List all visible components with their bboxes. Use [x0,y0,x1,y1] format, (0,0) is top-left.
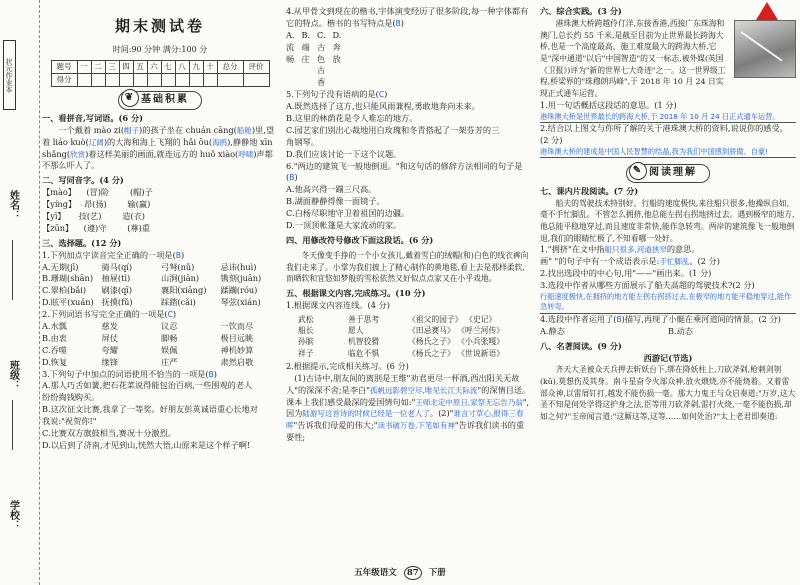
option: 忌讳(huì) [220,261,257,272]
match-mid: 机智狡猾 [348,337,380,347]
option: C.古色古香 [317,29,326,88]
option: A.水瓢 [42,320,67,331]
section-7-q3: 3.选段中作者从哪些方面展示了船夫高超的驾驶技术?(2 分) [540,280,755,291]
option-row [42,285,278,297]
section-8-title: 八、名著阅读。(9 分) [540,340,622,351]
column-right [540,0,796,585]
option: 山涧(jiàn) [161,273,200,284]
score-header-cell: 十 [203,61,217,74]
question-1-options [42,262,278,310]
answer: B [175,250,181,260]
match-source: 《世说新语》 [457,348,505,358]
score-header-cell: 总分 [217,61,243,74]
match-source: 《小兵张嘎》 [457,337,505,347]
homophone-list [42,187,278,235]
section-7-title: 七、课内片段阅读。(7 分) [540,185,639,196]
option-row [42,345,278,357]
section-4-title: 四、用修改符号修改下面这段话。(6 分) [286,234,434,245]
excerpt-title: 西游记(节选) [643,352,693,363]
banner-title: 阅读理解 [649,167,697,179]
option: 屏仗 [101,332,118,343]
match-mid: 善于思考 [348,314,380,324]
option: A.静态 [540,325,565,336]
section-6-title: 六、综合实践。(3 分) [540,6,622,16]
score-cell [161,74,175,87]
section-5-q1: 1.根据课文内容连线。(4 分) [286,299,390,310]
option: 娱佩 [161,344,178,355]
answer: C [378,90,385,100]
section-5-q2: 2.根据提示,完成相关练习。(6 分) [286,360,409,371]
bridge-photo [734,20,796,78]
answer: 欣赏 [70,149,86,159]
score-header-cell: 题号 [51,61,77,74]
option: A.既然选择了这方,也只能风雨兼程,勇敢地奔向未来。 [286,101,480,112]
answer: 呼啸 [238,149,254,159]
question-2-options [42,321,278,369]
option: B.动态 [668,325,693,336]
option: D.眩平(xuán) [42,297,94,308]
section-banner-basics [42,91,278,110]
match-mid: 临危不惧 [348,348,380,358]
question-2: 2.下列词语书写完全正确的一项是(C) [42,309,177,320]
match-left: 祥子 [298,348,314,358]
score-header-cell: 五 [133,61,147,74]
option: 缘锋 [101,356,118,367]
margin-brand-box: 状元作业本 [3,40,16,110]
option: 抽屉(tì) [101,273,131,284]
match-left: 武松 [298,314,314,324]
match-left: 船长 [298,325,314,335]
option: C.比赛双方旗鼓相当,赛况十分激烈。 [42,428,176,438]
score-header-cell: 一 [77,61,91,74]
section-7-q1: 1."拥挤"在文中指船只很多,河道狭窄的意思。 [540,244,700,255]
option-row [42,333,278,345]
option: C.园艺家们别出心裁地用白玫瑰和冬青搭起了一架芬芳的三 [286,124,500,135]
option: 蹂躏(róu) [220,285,258,296]
match-source: 《史记》 [465,314,497,324]
score-header-cell: 评价 [243,61,269,74]
option: C.吞噬 [42,344,67,355]
score-cell [217,74,243,87]
section-6-q2: 2.结合以上图文与你所了解的关于港珠澳大桥的资料,说说你的感受。(2 分) [540,123,788,145]
score-cell [147,74,161,87]
boat-passage: 船夫的驾驶技术特别好。行船的速度极快,来往船只很多,他操纵自如,毫不手忙脚乱。不管怎么拥挤,他总能左拐右拐地挤过去。遇到极窄的地方,他总能平稳地穿过,而且速度非常快,能作急转弯。两岸的建筑像飞一般地倒退,我们的眼睛忙极了,不知看哪一处好。 [540,198,795,243]
option: D.我们应该讨论一下这个议题。 [286,148,402,159]
question-1: 1.下列加点字读音完全正确的一项是(B) [42,249,185,260]
answer: 船只很多,河道狭窄 [604,245,667,255]
option: B.这次征文比赛,我拿了一等奖。好朋友彭英诚语重心长地对 [42,404,258,415]
option: B.由衷 [42,332,67,343]
homophone-row: 【zūn】 (遵)守 (尊)重 [42,222,150,233]
section-3-title: 三、选择题。(12 分) [42,237,122,248]
name-label: 姓名： [7,190,19,220]
option: 一饮而尽 [220,320,254,331]
option: C.白杨尽职地守卫着祖国的边疆。 [286,208,410,219]
option: 庄严 [161,356,178,367]
match-right [408,336,532,347]
match-source: 《呼兰河传》 [457,325,505,335]
answer: 谁言寸草心,报得三春晖 [286,409,524,431]
option: 琴弦(xián) [220,297,261,308]
section-6-q1: 1.用一句话概括这段话的意思。(1 分) [540,99,677,110]
option: A.流畅 [286,29,295,64]
section-7-q2: 2.找出选段中的中心句,用"——"画出来。(1 分) [540,268,712,279]
score-header-cell: 六 [147,61,161,74]
option: D.奔放 [332,29,342,64]
leaf-icon: ❦ [121,89,139,107]
handwritten-answer: 港珠澳大桥是世界最长的跨海大桥,于 2018 年 10 月 24 日正式通车运营。 [540,112,796,123]
match-right [408,314,532,325]
option: A.他高兴得一蹦三尺高。 [286,184,377,195]
option: C.翠柏(bǎi) [42,285,87,296]
section-7-options [540,326,796,338]
column-middle [286,0,532,585]
option: B.这里的林荫花是令人难忘的地方。 [286,113,418,124]
score-cell [189,74,203,87]
matching-exercise [298,314,532,359]
option: A.无期(jī) [42,261,79,272]
option: 夸耀 [101,344,118,355]
match-book: 《杨氏之子》 [408,348,455,358]
match-book: 《祖父的园子》 [408,314,463,324]
answer: B [395,18,401,28]
option: 镌刻(juān) [220,273,262,284]
score-cell [175,74,189,87]
section-7-q1c: 画" "的句子中有一个成语表示是:手忙脚乱。(2 分) [540,256,720,267]
question-6-options [286,184,532,232]
answer: 孤帆远影碧空尽,唯见长江天际流 [369,385,478,395]
option-row [42,262,278,274]
score-header-cell: 九 [189,61,203,74]
option: 骑马(qí) [101,261,133,272]
option: 脚畅 [161,332,178,343]
section-7-q4: 4.选段中作者运用了(B)描写,再现了小艇在乘河道间的情景。(2 分) [540,313,781,324]
score-cell [77,74,91,87]
question-4-options [286,30,532,89]
option-row [42,273,278,285]
bridge-passage: 港珠澳大桥跨越伶仃洋,东接香港,西接广东珠海和澳门,总长约 55 千米,是截至目前为止世界最长跨海大桥,也是一个高度最高、施工难度最大的跨海大桥,它是"深中通道"以后"中国智造"的又一标志,被外媒(英国《卫报》)评为"新的世界七大奇迹"之一。这一世界级工程,桥梁界的"珠穆朗玛峰",于 2018 年 10 月 24 日实现正式通车运营。 [540,18,726,99]
section-5-q2-text: (1)古诗中,朋友间的离别是王维"劝君更尽一杯酒,西出阳关无故人"的深深不舍;是李白"孤帆远影碧空尽,唯见长江天际流"的深情目送。课本上我们感受最深的爱国情句如:"王师北定中原日,家祭无忘告乃翁",因为陆游写这首诗的时候已经是一位老人了。(2)"谁言寸草心,报得三春晖"告诉我们母爱的伟大;"读书破万卷,下笔如有神"告诉我们读书的重要性; [286,372,531,443]
answer: 手忙脚乱 [659,257,690,267]
answer: 海鸥 [212,137,228,147]
score-cell [203,74,217,87]
score-header-cell: 四 [119,61,133,74]
score-cell [119,74,133,87]
section-1-title: 一、看拼音,写词语。(6 分) [42,112,144,123]
option: 我说:"祝贺你!" [42,416,97,427]
match-left: 孙膑 [298,337,314,347]
answer: C [167,310,173,320]
homophone-row: 【yī】 技(艺) 造(衣) [42,210,145,221]
option: 襄阳(xiāng) [161,285,207,296]
option: A.那人巧舌如簧,把石花菜说得能包治百病,一些围观的老人 [42,380,253,391]
option: 肃然启敬 [220,356,254,367]
score-header-cell: 八 [175,61,189,74]
score-cell [243,74,269,87]
section-2-title: 二、写同音字。(4 分) [42,175,124,186]
logo-triangle-icon [756,2,778,20]
match-book: 《田忌赛马》 [408,325,455,335]
option: D.一顶顶帐篷是大家流动的家。 [286,220,402,231]
page-number: 87 [404,566,422,580]
binding-margin [0,0,40,585]
handwritten-answer: 港珠澳大桥的建成是中国人民智慧的结晶,我为我们中国感到骄傲、自豪! [540,147,796,158]
option: 极目远眺 [220,332,254,343]
footer-volume: 下册 [428,568,446,578]
option-row [42,297,278,309]
option: 抚摸(fǔ) [101,297,133,308]
journey-west-passage: 齐天大圣被众天兵押去斩妖台下,绑在降妖柱上,刀砍斧剁,枪刺剑刳(kū),莫想伤及其身。南斗星奋令火部众神,放火煨烧,亦不能烧着。又着雷部众神,以雷屑钉打,越发不能伤损一毫。那大力鬼王与众启奏道:"万岁,这大圣不知是何处学得这护身之法,臣等用刀砍斧剁,雷打火烧,一毫不能伤损,却如之何?"玉帝闻言道:"这厮这等,这等……如何处治?"太上老君即奏道: [540,365,796,422]
answer: 帽子 [124,125,140,135]
column-left [42,0,278,585]
score-cell: 得分 [51,74,77,87]
match-mid: 愿人 [348,325,364,335]
match-right [408,348,532,359]
banner-title: 基础积累 [141,94,189,106]
option: 纷纷掏钱购买。 [42,392,100,403]
option: B.珊瑚(shān) [42,273,94,284]
answer: 陆游写这首诗的时候已经是一位老人了 [302,409,430,419]
question-6: 6."两边的建筑飞一般地倒退。"和这句话的修辞方法相同的句子是(B) [286,160,523,183]
match-right [408,325,532,336]
answer: 船舱 [236,125,252,135]
score-table [51,60,270,87]
match-book: 《杨氏之子》 [408,337,455,347]
option: 神机妙算 [220,344,254,355]
score-header-cell: 七 [161,61,175,74]
option-row [42,321,278,333]
option: D.恢复 [42,356,68,367]
answer: B [208,369,214,379]
page-title: 期末测试卷 [114,17,205,35]
option: 踩踏(cǎi) [161,297,196,308]
answer: B [289,173,295,183]
class-line [12,400,13,450]
score-header-cell: 二 [91,61,105,74]
homophone-row: 【mào】 (冒)险 (帽)子 [42,187,153,198]
answer: 辽阔 [88,137,104,147]
section-banner-reading [540,164,796,183]
page-footer [300,566,500,580]
question-5-options [286,101,532,160]
name-line [12,240,13,300]
footer-subject: 五年级语文 [354,568,397,578]
option: 弓弩(nǔ) [161,261,195,272]
answer: B [616,314,622,324]
score-cell [133,74,147,87]
option: 慈发 [101,320,118,331]
section-5-title: 五、根据课文内容,完成练习。(10 分) [286,287,426,298]
option: B.端庄 [301,29,311,64]
question-3-options [42,380,278,451]
answer: 王师北定中原日,家祭无忘告乃翁 [415,397,523,407]
score-cell [105,74,119,87]
exam-meta: 时间:90 分钟 满分:100 分 [112,44,208,54]
option: 刷漆(qī) [101,285,133,296]
option: B.湖面静静得像一面镜子。 [286,196,385,207]
option: 角钢琴。 [286,136,319,147]
handwritten-answer: 行船速度极快,在拥挤的地方能左拐右拐挤过去,在极窄的地方能平稳地穿过,能作急转弯。 [540,292,796,314]
section-1-text: 一个戴着 mào zi(帽子)的孩子坐在 chuán cāng(船舱)里,望着 liáo kuò(辽阔)的大海和海上飞翔的 hǎi ōu(海鸥),静静地 xīn shǎng(欣赏)着这样美丽的画面,就连远方的 huǒ xiào(呼啸)声都不那么吓人了。 [42,124,275,171]
question-3: 3.下列句子中加点的词语使用不恰当的一项是(B) [42,368,217,379]
option-row [42,357,278,369]
option: D.以后到了济南,才见到山,恍然大悟,山原来是这个样子啊! [42,439,251,450]
book-icon: ✎ [629,162,647,180]
homophone-row: 【yíng】 昂(扬) 输(赢) [42,199,151,210]
question-4: 4.从甲骨文到现在的楷书,字体演变经历了很多阶段,每一种字体都有它的特点。楷书的书写特点是(B) [286,6,529,28]
option: 议忍 [161,320,178,331]
score-header-cell: 三 [105,61,119,74]
class-label: 班级： [7,360,19,390]
school-label: 学校： [7,500,19,530]
question-5: 5.下列句子没有语病的是(C) [286,89,388,100]
option-row [286,30,346,89]
edit-passage: 冬天像变手挣的一个小女孩儿,戴着雪白的绒帽(和)白色的线衣裤向我们走来了。小掌为我们披上了精心制作的黄地毯,看上去是那样柔软,而晒软和宜悠如梦般的雪松依然又好似点点家又在小乎戏地。 [286,250,529,284]
answer: 读书破万卷,下笔如有神 [377,421,455,431]
score-cell [91,74,105,87]
